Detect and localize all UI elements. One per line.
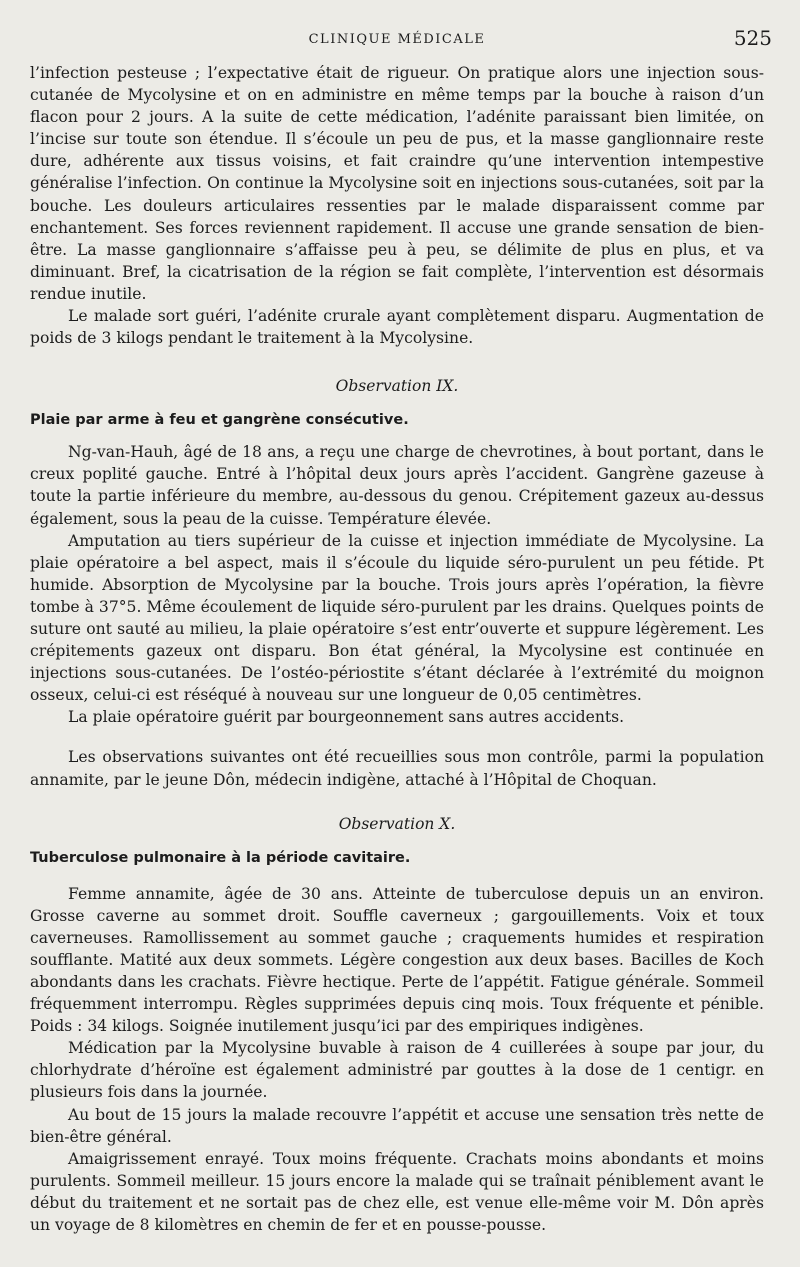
paragraph-tuberculosis-medication: Médication par la Mycolysine buvable à raison de 4 cuillerées à soupe par jour, du chlorhydrate d’héroïne est également administré par gouttes à la dose de 1 centigr. en plusieurs fois dans la journée.	[30, 1039, 764, 1102]
paragraph-plague-outcome: Le malade sort guéri, l’adénite crurale ayant complètement disparu. Augmentation de poids de 3 kilogs pendant le traitement à la Mycolysine.	[30, 307, 764, 348]
observation-9-heading: Plaie par arme à feu et gangrène consécutive.	[30, 412, 409, 429]
paragraph-plague-case-continued: l’infection pesteuse ; l’expectative était de rigueur. On pratique alors une injection sous-cutanée de Mycolysine et on en administre en même temps par la bouche à raison d’un flacon pour 2 jours. A la suite de cette médication, l’adénite paraissant bien limitée, on l’incise sur toute son étendue. Il s’écoule un peu de pus, et la masse ganglionnaire reste dure, adhérente aux tissus voisins, et fait craindre qu’une intervention intempestive généralise l’infection. On continue la Mycolysine soit en injections sous-cutanées, soit par la bouche. Les douleurs articulaires ressenties par le malade disparaissent comme par enchantement. Ses forces reviennent rapidement. Il accuse une grande sensation de bien-être. La masse ganglionnaire s’affaisse peu à peu, se délimite de plus en plus, et va diminuant. Bref, la cicatrisation de la région se fait complète, l’intervention est désormais rendue inutile.	[30, 64, 764, 303]
paragraph-gunshot-admission: Ng-van-Hauh, âgé de 18 ans, a reçu une charge de chevrotines, à bout portant, dans le creux poplité gauche. Entré à l’hôpital deux jours après l’accident. Gangrène gazeuse à toute la partie inférieure du membre, au-dessous du genou. Crépitement gazeux au-dessus également, sous la peau de la cuisse. Température élevée.	[30, 443, 764, 528]
paragraph-amputation-treatment: Amputation au tiers supérieur de la cuisse et injection immédiate de Mycolysine. La plaie opératoire a bel aspect, mais il s’écoule du liquide séro-purulent un peu fétide. Pt humide. Absorption de Mycolysine par la bouche. Trois jours après l’opération, la fièvre tombe à 37°5. Même écoulement de liquide séro-purulent par les drains. Quelques points de suture ont sauté au milieu, la plaie opératoire s’est entr’ouverte et suppure légèrement. Les crépitements gazeux ont disparu. Bon état général, la Mycolysine est continuée en injections sous-cutanées. De l’ostéo-périostite s’étant déclarée à l’extrémité du moignon osseux, celui-ci est réséqué à nouveau sur une longueur de 0,05 centimètres.	[30, 531, 764, 705]
observation-10-heading: Tuberculose pulmonaire à la période cavitaire.	[30, 849, 411, 866]
paragraph-tuberculosis-improvement: Amaigrissement enrayé. Toux moins fréquente. Crachats moins abondants et moins purulents. Sommeil meilleur. 15 jours encore la malade qui se traînait péniblement avant le début du traitement et ne sortait pas de chez elle, est venue elle-même voir M. Dôn après un voyage de 8 kilomètres en chemin de fer et en pousse-pousse.	[30, 1149, 764, 1235]
page-number: 525	[733, 26, 772, 50]
paragraph-tuberculosis-15-days: Au bout de 15 jours la malade recouvre l’appétit et accuse une sensation très nette de bien-être général.	[30, 1105, 764, 1146]
running-title: CLINIQUE MÉDICALE	[308, 32, 486, 47]
observation-9-title: Observation IX.	[335, 377, 459, 396]
paragraph-tuberculosis-presentation: Femme annamite, âgée de 30 ans. Atteinte de tuberculose depuis un an environ. Grosse caverne au sommet droit. Souffle caverneux ; gargouillements. Voix et toux caverneuses. Ramollissement au sommet gauche ; craquements humides et respiration soufflante. Matité aux deux sommets. Légère congestion aux deux bases. Bacilles de Koch abondants dans les crachats. Fièvre hectique. Perte de l’appétit. Fatigue générale. Sommeil fréquemment interrompu. Règles supprimées depuis cinq mois. Toux fréquente et pénible. Poids : 34 kilogs. Soignée inutilement jusqu’ici par des empiriques indigènes.	[30, 884, 764, 1036]
observation-10-title: Observation X.	[338, 814, 456, 833]
running-head	[30, 26, 772, 54]
paragraph-following-observations-note: Les observations suivantes ont été recueillies sous mon contrôle, parmi la population annamite, par le jeune Dôn, médecin indigène, attaché à l’Hôpital de Choquan.	[30, 748, 764, 789]
paragraph-wound-healing: La plaie opératoire guérit par bourgeonnement sans autres accidents.	[68, 708, 625, 727]
